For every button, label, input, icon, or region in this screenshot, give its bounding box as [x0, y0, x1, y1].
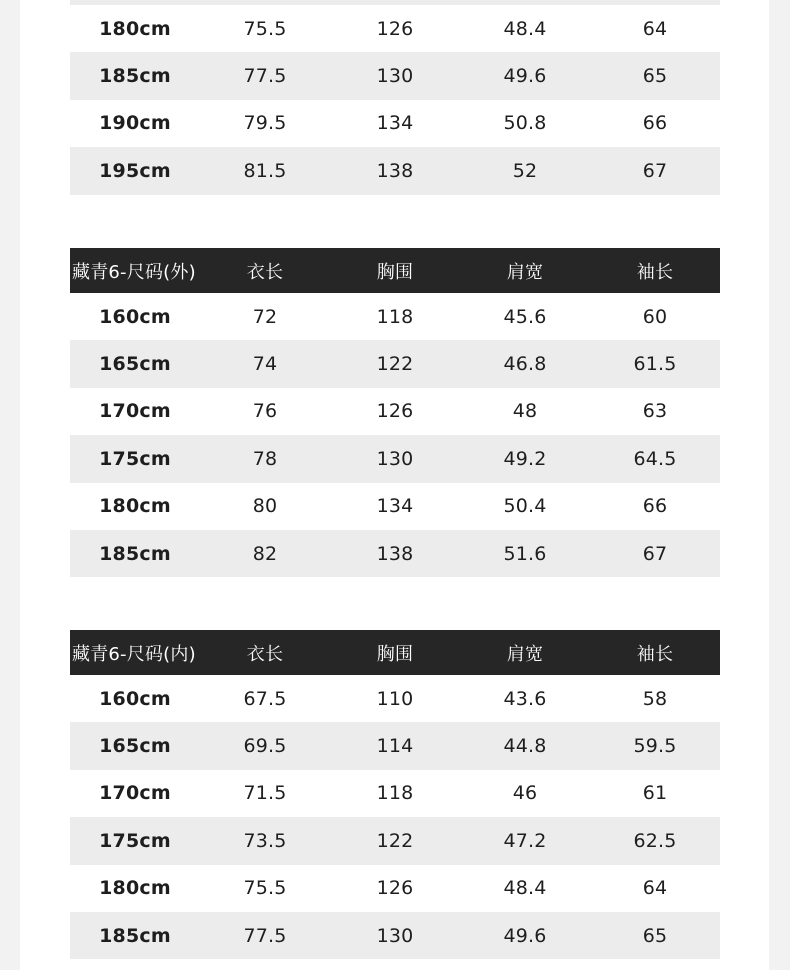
chest-cell: 126 [376, 877, 414, 900]
size-cell: 165cm [99, 735, 171, 758]
length-cell: 73.5 [243, 829, 287, 852]
column-header: 衣长 [246, 261, 284, 283]
length-cell: 77.5 [243, 65, 287, 88]
chest-cell: 122 [376, 829, 414, 852]
sleeve-cell: 64.5 [633, 447, 677, 470]
table-row [70, 435, 720, 482]
size-cell: 180cm [99, 17, 171, 40]
table-row [70, 147, 720, 194]
size-cell: 175cm [99, 447, 171, 470]
size-cell: 180cm [99, 495, 171, 518]
chest-cell: 114 [376, 735, 414, 758]
length-cell: 81.5 [243, 159, 287, 182]
size-cell: 190cm [99, 112, 171, 135]
column-header: 袖长 [636, 261, 674, 283]
chest-cell: 134 [376, 495, 414, 518]
shoulder-cell: 47.2 [503, 829, 547, 852]
table-title-cell: 藏青6-尺码(外) [72, 261, 196, 283]
shoulder-cell: 48 [512, 400, 538, 423]
sleeve-cell: 67 [642, 159, 668, 182]
sleeve-cell: 60 [642, 305, 668, 328]
shoulder-cell: 46.8 [503, 353, 547, 376]
chest-cell: 138 [376, 542, 414, 565]
length-cell: 76 [252, 400, 278, 423]
table-row [70, 675, 720, 722]
shoulder-cell: 49.2 [503, 447, 547, 470]
shoulder-cell: 52 [512, 159, 538, 182]
size-cell: 185cm [99, 65, 171, 88]
length-cell: 78 [252, 447, 278, 470]
sleeve-cell: 61 [642, 782, 668, 805]
shoulder-cell: 49.6 [503, 65, 547, 88]
sleeve-cell: 65 [642, 65, 668, 88]
table-row [70, 722, 720, 769]
chest-cell: 126 [376, 17, 414, 40]
length-cell: 75.5 [243, 17, 287, 40]
length-cell: 72 [252, 305, 278, 328]
column-header: 肩宽 [506, 261, 544, 283]
sleeve-cell: 66 [642, 495, 668, 518]
size-cell: 185cm [99, 542, 171, 565]
column-header: 胸围 [376, 643, 414, 665]
length-cell: 75.5 [243, 877, 287, 900]
chest-cell: 122 [376, 353, 414, 376]
size-cell: 160cm [99, 687, 171, 710]
shoulder-cell: 50.4 [503, 495, 547, 518]
chest-cell: 118 [376, 305, 414, 328]
sleeve-cell: 58 [642, 687, 668, 710]
shoulder-cell: 49.6 [503, 924, 547, 947]
sleeve-cell: 63 [642, 400, 668, 423]
table-title-cell: 藏青6-尺码(内) [72, 643, 196, 665]
length-cell: 67.5 [243, 687, 287, 710]
size-cell: 160cm [99, 305, 171, 328]
shoulder-cell: 43.6 [503, 687, 547, 710]
length-cell: 74 [252, 353, 278, 376]
size-table-inner [70, 630, 720, 959]
chest-cell: 134 [376, 112, 414, 135]
length-cell: 77.5 [243, 924, 287, 947]
sleeve-cell: 59.5 [633, 735, 677, 758]
shoulder-cell: 46 [512, 782, 538, 805]
chest-cell: 130 [376, 65, 414, 88]
table-row [70, 530, 720, 577]
shoulder-cell: 48.4 [503, 17, 547, 40]
sleeve-cell: 64 [642, 877, 668, 900]
sleeve-cell: 67 [642, 542, 668, 565]
chest-cell: 130 [376, 447, 414, 470]
size-cell: 170cm [99, 400, 171, 423]
column-header: 胸围 [376, 261, 414, 283]
length-cell: 69.5 [243, 735, 287, 758]
size-table-outer [70, 248, 720, 577]
table-row [70, 340, 720, 387]
table-row [70, 100, 720, 147]
size-cell: 175cm [99, 829, 171, 852]
chest-cell: 110 [376, 687, 414, 710]
table-header-row [70, 630, 720, 675]
size-cell: 165cm [99, 353, 171, 376]
table-row [70, 817, 720, 864]
table-row [70, 5, 720, 52]
column-header: 袖长 [636, 643, 674, 665]
size-cell: 195cm [99, 159, 171, 182]
shoulder-cell: 44.8 [503, 735, 547, 758]
column-header: 肩宽 [506, 643, 544, 665]
shoulder-cell: 48.4 [503, 877, 547, 900]
table-row [70, 388, 720, 435]
size-table-continued [70, 5, 720, 195]
length-cell: 82 [252, 542, 278, 565]
sleeve-cell: 62.5 [633, 829, 677, 852]
chest-cell: 138 [376, 159, 414, 182]
length-cell: 79.5 [243, 112, 287, 135]
shoulder-cell: 50.8 [503, 112, 547, 135]
length-cell: 80 [252, 495, 278, 518]
table-header-row [70, 248, 720, 293]
sleeve-cell: 61.5 [633, 353, 677, 376]
column-header: 衣长 [246, 643, 284, 665]
shoulder-cell: 51.6 [503, 542, 547, 565]
shoulder-cell: 45.6 [503, 305, 547, 328]
size-cell: 185cm [99, 924, 171, 947]
sleeve-cell: 65 [642, 924, 668, 947]
chest-cell: 118 [376, 782, 414, 805]
sleeve-cell: 64 [642, 17, 668, 40]
table-row [70, 865, 720, 912]
chest-cell: 130 [376, 924, 414, 947]
table-row [70, 293, 720, 340]
table-row [70, 483, 720, 530]
table-row [70, 770, 720, 817]
length-cell: 71.5 [243, 782, 287, 805]
table-row [70, 912, 720, 959]
sleeve-cell: 66 [642, 112, 668, 135]
chest-cell: 126 [376, 400, 414, 423]
size-cell: 170cm [99, 782, 171, 805]
size-cell: 180cm [99, 877, 171, 900]
table-row [70, 52, 720, 99]
